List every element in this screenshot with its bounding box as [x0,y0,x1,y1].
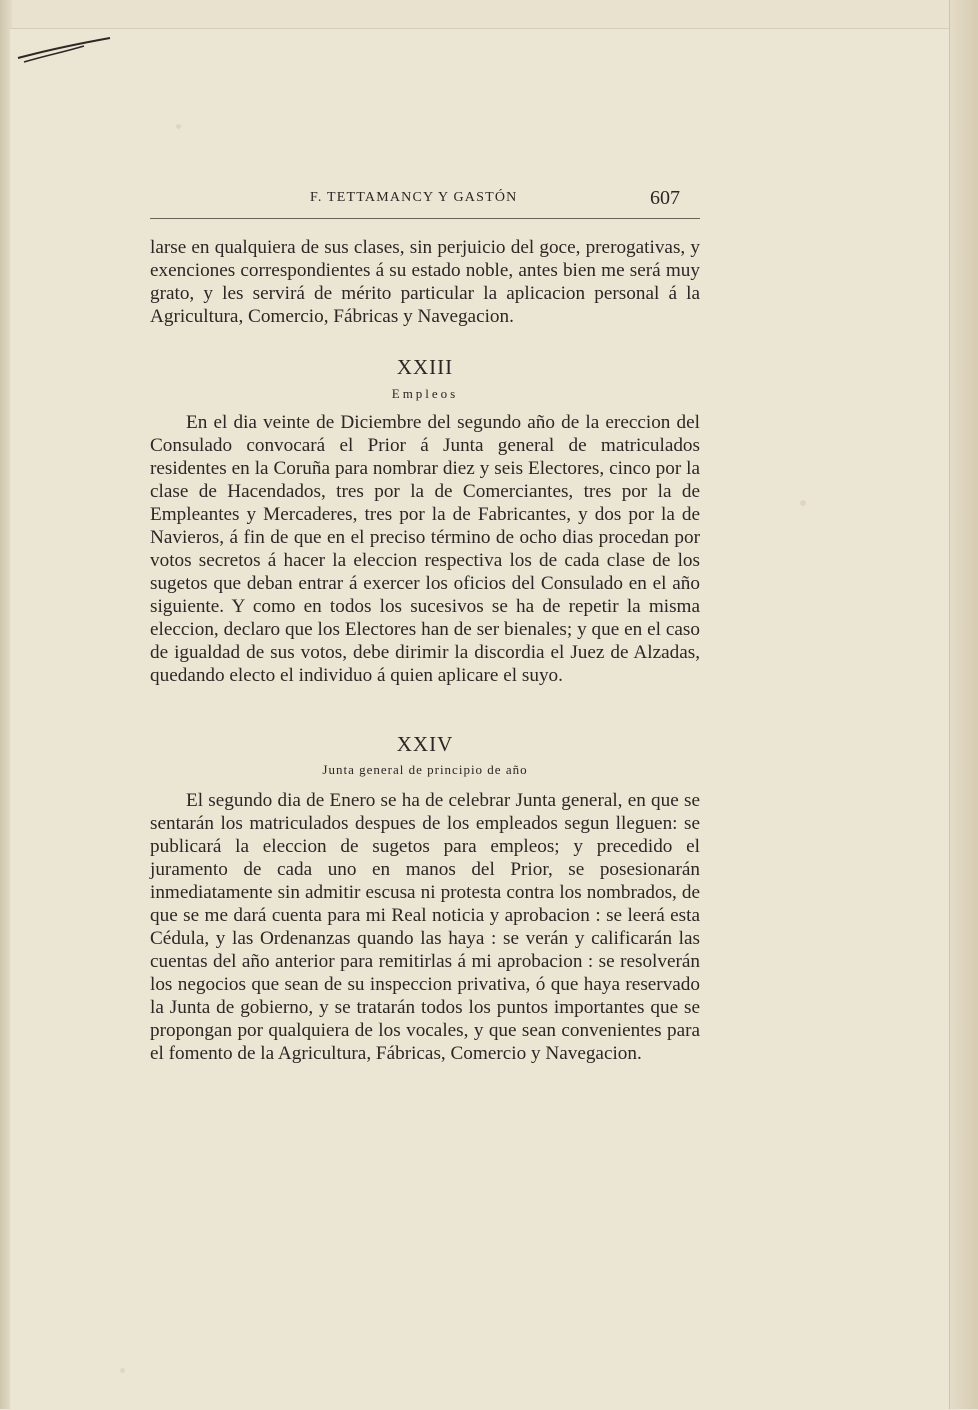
section-23-title: Empleos [391,386,459,401]
paper-stain [120,1368,125,1373]
running-head [150,187,700,216]
section-24-block [150,789,700,1065]
ink-corner-mark [14,36,114,66]
section-24-numeral: XXIV [396,732,454,756]
section-23-block [150,411,700,687]
section-24-title: Junta general de principio de año [322,762,528,777]
intro-paragraph-block [150,236,700,328]
section-23-numeral: XXIII [396,355,454,379]
paper-stain [176,124,181,129]
header-rule [150,218,700,219]
section-23-paragraph: En el dia veinte de Diciembre del segundo año de la ereccion del Consulado convocará el Prior á Junta general de matriculados residentes en la Coruña para nombrar diez y seis Electores, cinco por la clase de Hacendados, tres por la de Comerciantes, tres por la de Empleantes y Mercaderes, tres por la de Fabricantes, y dos por la de Navieros, á fin de que en el preciso término de ocho dias procedan por votos secretos á hacer la eleccion respectiva los de cada clase de los sugetos que deban entrar á exercer los oficios del Consulado en el año siguiente. Y como en todos los sucesivos se ha de repetir la misma eleccion, declaro que los Electores han de ser bienales; y que en el caso de igualdad de sus votos, debe dirimir la discordia el Juez de Alzadas, quedando electo el individuo á quien aplicare el suyo. [150,412,700,686]
page-number: 607 [650,187,680,209]
paper-stain [800,500,806,506]
right-page-edge [949,0,978,1409]
section-24-paragraph: El segundo dia de Enero se ha de celebrar Junta general, en que se sentarán los matriculados despues de los empleados segun lleguen: se publicará la eleccion de sugetos para empleos; y precedido el juramento de cada uno en manos del Prior, se posesionarán inmediatamente sin admitir escusa ni protesta contra los nombrados, de que se me dará cuenta para mi Real noticia y aprobacion : se leerá esta Cédula, y las Ordenanzas quando las haya : se verán y calificarán las cuentas del año anterior para remitirlas á mi aprobacion : se resolverán los negocios que sean de su inspeccion privativa, ó que haya reservado la Junta de gobierno, y se tratarán todos los puntos importantes que se propongan por qualquiera de los vocales, y que sean convenientes para el fomento de la Agricultura, Fábricas, Comercio y Navegacion. [150,790,700,1064]
running-head-author: F. TETTAMANCY Y GASTÓN [310,190,518,205]
intro-paragraph: larse en qualquiera de sus clases, sin perjuicio del goce, prerogativas, y exenciones correspondientes á su estado noble, antes bien me será muy grato, y les servirá de mérito particular la aplicacion personal á la Agricultura, Comercio, Fábricas y Navegacion. [150,237,700,327]
